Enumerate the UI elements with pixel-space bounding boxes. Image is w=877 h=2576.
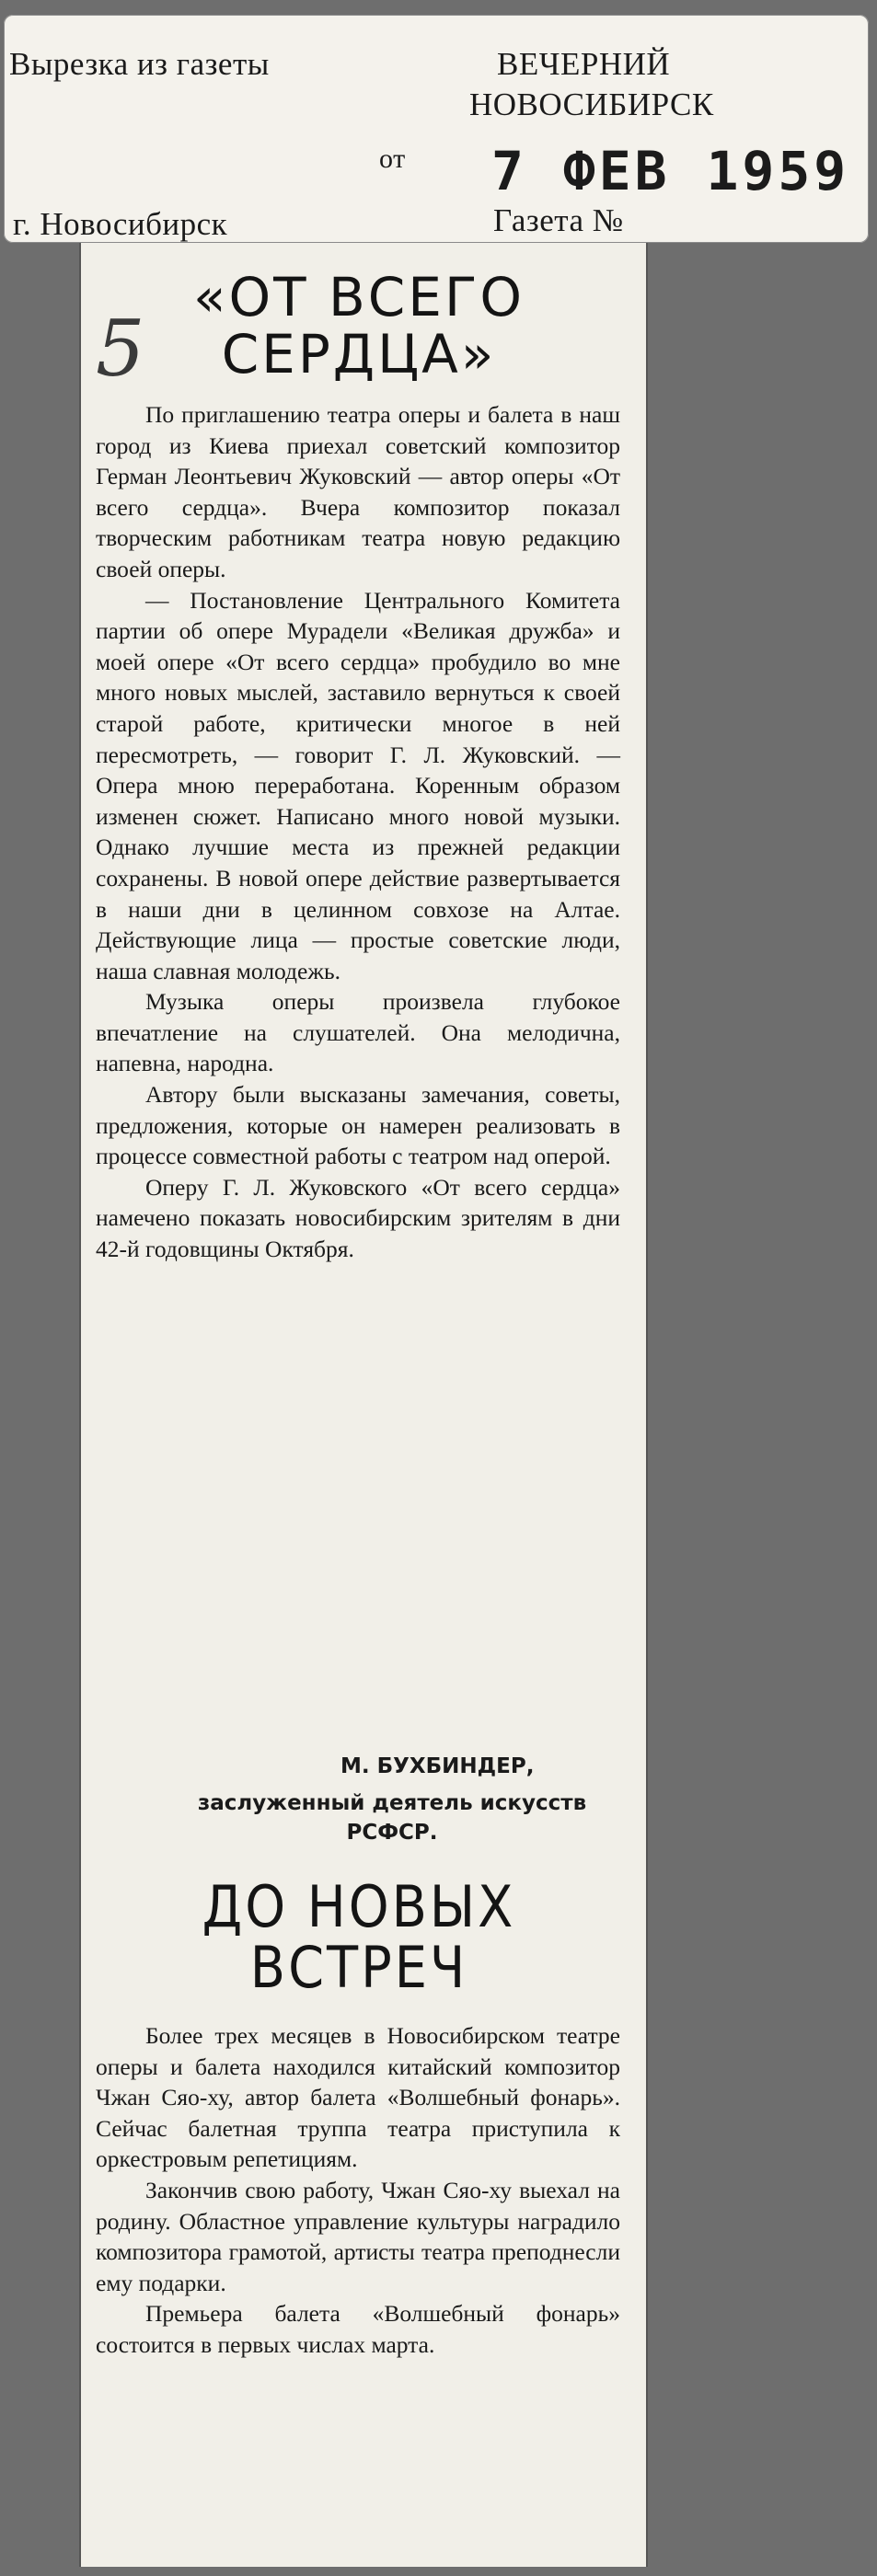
article2-paragraph: Премьера балета «Волшебный фонарь» состоится в первых числах марта. xyxy=(96,2300,620,2358)
clipping-label: Вырезка из газеты xyxy=(9,46,270,82)
article2-title-line2: ВСТРЕЧ xyxy=(249,1934,468,2001)
newspaper-number-label: Газета № xyxy=(493,202,624,238)
article2-paragraph: Более трех месяцев в Новосибирском театре оперы и балета находился китайский композитор Чжан Сяо-ху, автор балета «Волшебный фонарь». Сейчас балетная труппа театра приступила к оркестровым репетициям. xyxy=(96,2022,620,2173)
date-stamp: 7 ФЕВ 1959 xyxy=(491,140,850,202)
article1-paragraph: Оперу Г. Л. Жуковского «От всего сердца» намечено показать новосибирским зрителям в дни 42-й годовщины Октября. xyxy=(96,1173,620,1263)
clipping-header-card xyxy=(4,15,869,243)
newspaper-name-line2: НОВОСИБИРСК xyxy=(469,86,714,122)
article1-title-line2: СЕРДЦА» xyxy=(221,323,497,385)
article1-author-title: заслуженный деятель искусств РСФСР. xyxy=(197,1791,587,1845)
article1-paragraph: — Постановление Центрального Комитета партии об опере Мурадели «Великая дружба» и моей опере «От всего сердца» пробудило во мне много новых мыслей, заставило вернуться к своей старой работе, критически многое в ней пересмотреть, — говорит Г. Л. Жуковский. — Опера мною переработана. Коренным образом изменен сюжет. Написано много новой музыки. Однако лучшие места из прежней редакции сохранены. В новой опере действие развертывается в наши дни в целинном совхозе на Алтае. Действующие лица — простые советские люди, наша славная молодежь. xyxy=(96,586,620,984)
article2-title xyxy=(138,1873,580,2001)
article1-paragraph: Музыка оперы произвела глубокое впечатление на слушателей. Она мелодична, напевна, народна. xyxy=(96,988,620,1077)
article1-author: М. БУХБИНДЕР, xyxy=(340,1754,535,1778)
handwritten-number: 5 xyxy=(96,304,145,394)
article1-title xyxy=(138,266,580,385)
article2-title-line1: ДО НОВЫХ xyxy=(202,1873,516,1940)
article1-paragraph: По приглашению театра оперы и балета в наш город из Киева приехал советский композитор Герман Леонтьевич Жуковский — автор оперы «От всего сердца». Вчера композитор показал творческим работникам театра новую редакцию своей оперы. xyxy=(96,401,620,582)
from-label: от xyxy=(379,144,406,174)
article1-body xyxy=(96,399,620,1265)
city-label: г. Новосибирск xyxy=(13,206,228,242)
newspaper-name-line1: ВЕЧЕРНИЙ xyxy=(497,46,671,82)
article2-paragraph: Закончив свою работу, Чжан Сяо-ху выехал на родину. Областное управление культуры наградило композитора грамотой, артисты театра преподнесли ему подарки. xyxy=(96,2176,620,2296)
article2-body xyxy=(96,2020,620,2361)
article1-paragraph: Автору были высказаны замечания, советы, предложения, которые он намерен реализовать в процессе совместной работы с театром над оперой. xyxy=(96,1081,620,1170)
article1-title-line1: «ОТ ВСЕГО xyxy=(193,266,525,328)
